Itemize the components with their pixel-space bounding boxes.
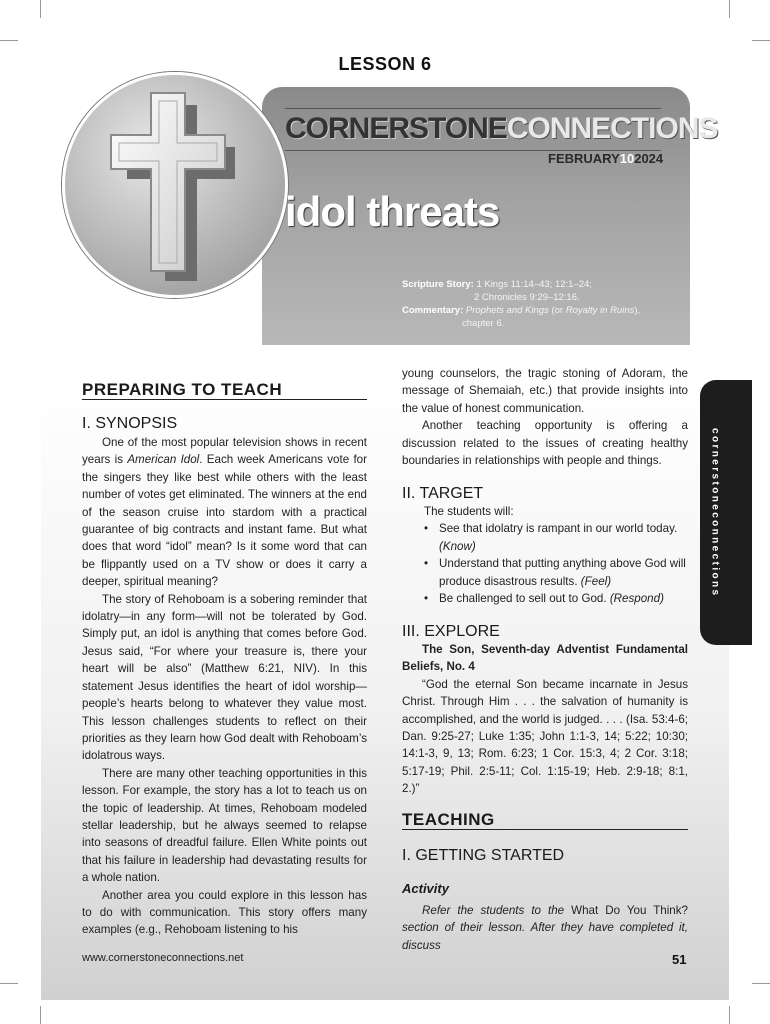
target-item-tag: (Feel) xyxy=(580,574,612,588)
crop-mark xyxy=(729,0,730,18)
explore-text xyxy=(402,641,688,798)
activity-paragraph xyxy=(402,902,688,954)
lesson-date xyxy=(548,151,663,166)
bullet-icon: • xyxy=(424,592,429,606)
crop-mark xyxy=(0,983,18,984)
show-name: American Idol xyxy=(127,453,200,467)
getting-started-heading: I. GETTING STARTED xyxy=(402,847,565,864)
scripture-story-ref-1: 1 Kings 11:14–43; 12:1–24; xyxy=(476,279,592,290)
header-rule-top xyxy=(285,108,661,109)
scripture-story-ref-2: 2 Chronicles 9:29–12:16. xyxy=(474,292,580,303)
crop-mark xyxy=(40,1006,41,1024)
target-item-text: Understand that putting anything above God will produce disastrous results. xyxy=(439,557,686,588)
cross-icon xyxy=(65,75,285,295)
date-year: 2024 xyxy=(634,151,664,166)
teaching-rule xyxy=(402,829,688,830)
commentary-book-1: Prophets and Kings xyxy=(465,305,549,316)
synopsis-paragraph-4-cont: young counselors, the tragic stoning of Adoram, the message of Shemaiah, etc.) that provide insights into the value of honest communication. xyxy=(402,367,688,415)
side-tab-text: cornerstoneconnections xyxy=(709,427,721,598)
crop-mark xyxy=(0,40,18,41)
activity-italic-2: section of their lesson. After they have completed it, discuss xyxy=(402,921,688,952)
synopsis-paragraph-3: There are many other teaching opportunities in this lesson. For example, the story has a lot to teach us on the topic of leadership. At times, Rehoboam modeled stellar leadership, but he always seemed to relapse into seasons of dreadful failure. Ellen White points out that his failure in leadership had devastating results for a whole nation. xyxy=(82,766,367,885)
cross-medallion xyxy=(62,72,288,298)
scripture-story-line xyxy=(402,278,640,291)
synopsis-paragraph-4: Another area you could explore in this lesson has to do with communication. This story offers many examples (e.g., Rehoboam listening to his xyxy=(82,888,367,937)
page-number: 51 xyxy=(672,952,687,967)
preparing-rule xyxy=(82,399,367,400)
target-item xyxy=(424,520,688,555)
scripture-block xyxy=(402,278,640,330)
right-column-top xyxy=(402,365,688,469)
brand-title xyxy=(285,112,718,146)
date-month: FEBRUARY xyxy=(548,151,620,166)
brand-part-2: CONNECTIONS xyxy=(506,112,718,145)
preparing-heading: PREPARING TO TEACH xyxy=(82,380,283,399)
activity-italic-1: Refer the students to the xyxy=(422,904,572,917)
target-heading: II. TARGET xyxy=(402,485,484,502)
synopsis-text xyxy=(82,434,367,939)
commentary-label: Commentary: xyxy=(402,305,464,316)
target-item-tag: (Respond) xyxy=(609,592,664,606)
lesson-label: LESSON 6 xyxy=(338,54,432,74)
target-list xyxy=(424,503,688,607)
target-item-text: Be challenged to sell out to God. xyxy=(439,592,607,606)
brand-part-1: CORNERSTONE xyxy=(285,112,507,145)
target-item xyxy=(424,590,688,607)
synopsis-p1-end: . Each week Americans vote for the singers they like best while others with the least number of votes get eliminated. The winners at the end of the season cruise into stardom with a practical guarantee of big contracts and instant fame. But what does that word “idol” mean? Is it some word that can be flippantly used on a TV show or does it carry a deeper, spiritual meaning? xyxy=(82,453,367,589)
synopsis-paragraph-5: Another teaching opportunity is offering a discussion related to the issues of creating healthy boundaries in relationships with people and things. xyxy=(402,419,688,468)
activity-section-name: What Do You Think? xyxy=(571,904,688,917)
commentary-book-2: Royalty in Ruins xyxy=(565,305,635,316)
belief-title: The Son, Seventh-day Adventist Fundamental Beliefs, No. 4 xyxy=(402,643,688,674)
synopsis-paragraph-1 xyxy=(82,434,367,591)
synopsis-paragraph-2: The story of Rehoboam is a sobering reminder that idolatry—in any form—will not be tolerated by God. Simply put, an idol is anything that comes before God. Jesus said, “For where your treasure is, there your heart will be also” (Matthew 6:21, NIV). In this statement Jesus identifies the heart of idol worship—people’s hearts belong to whatever they value most. This lesson challenges students to reflect on their priorities as they learn how God dealt with Rehoboam’s idolatrous ways. xyxy=(82,592,367,763)
target-item xyxy=(424,555,688,590)
crop-mark xyxy=(729,1006,730,1024)
crop-mark xyxy=(40,0,41,18)
commentary-or: (or xyxy=(551,305,564,316)
commentary-end: ), xyxy=(634,305,641,316)
target-item-text: See that idolatry is rampant in our world today. xyxy=(439,522,678,536)
teaching-heading: TEACHING xyxy=(402,810,495,829)
crop-mark xyxy=(752,983,770,984)
activity-text xyxy=(402,902,688,954)
commentary-line xyxy=(402,304,640,317)
lesson-title: idol threats xyxy=(285,188,500,235)
commentary-chapter: chapter 6. xyxy=(462,318,505,329)
synopsis-heading: I. SYNOPSIS xyxy=(82,415,178,432)
bullet-icon: • xyxy=(424,522,429,536)
footer-url: www.cornerstoneconnections.net xyxy=(82,952,244,964)
synopsis-p1-start: One of the most popular television shows in recent years is xyxy=(82,436,367,467)
target-intro: The students will: xyxy=(424,505,514,518)
target-item-tag: (Know) xyxy=(439,539,476,553)
activity-label: Activity xyxy=(402,881,449,896)
bullet-icon: • xyxy=(424,557,429,571)
date-day: 10 xyxy=(619,151,635,166)
scripture-story-label: Scripture Story: xyxy=(402,279,474,290)
crop-mark xyxy=(752,40,770,41)
explore-heading: III. EXPLORE xyxy=(402,623,500,640)
belief-quote: “God the eternal Son became incarnate in Jesus Christ. Through Him . . . the salvation of humanity is accomplished, and the world is judged. . . . (Isa. 53:4-6; Dan. 9:25-27; Luke 1:35; John 1:1-3, 14; 5:22; 10:30; 14:1-3, 9, 13; Rom. 6:23; 1 Cor. 15:3, 4; 2 Cor. 3:18; 5:17-19; Phil. 2:5-11; Col. 1:15-19; Heb. 2:9-18; 8:1, 2.)” xyxy=(402,677,688,796)
